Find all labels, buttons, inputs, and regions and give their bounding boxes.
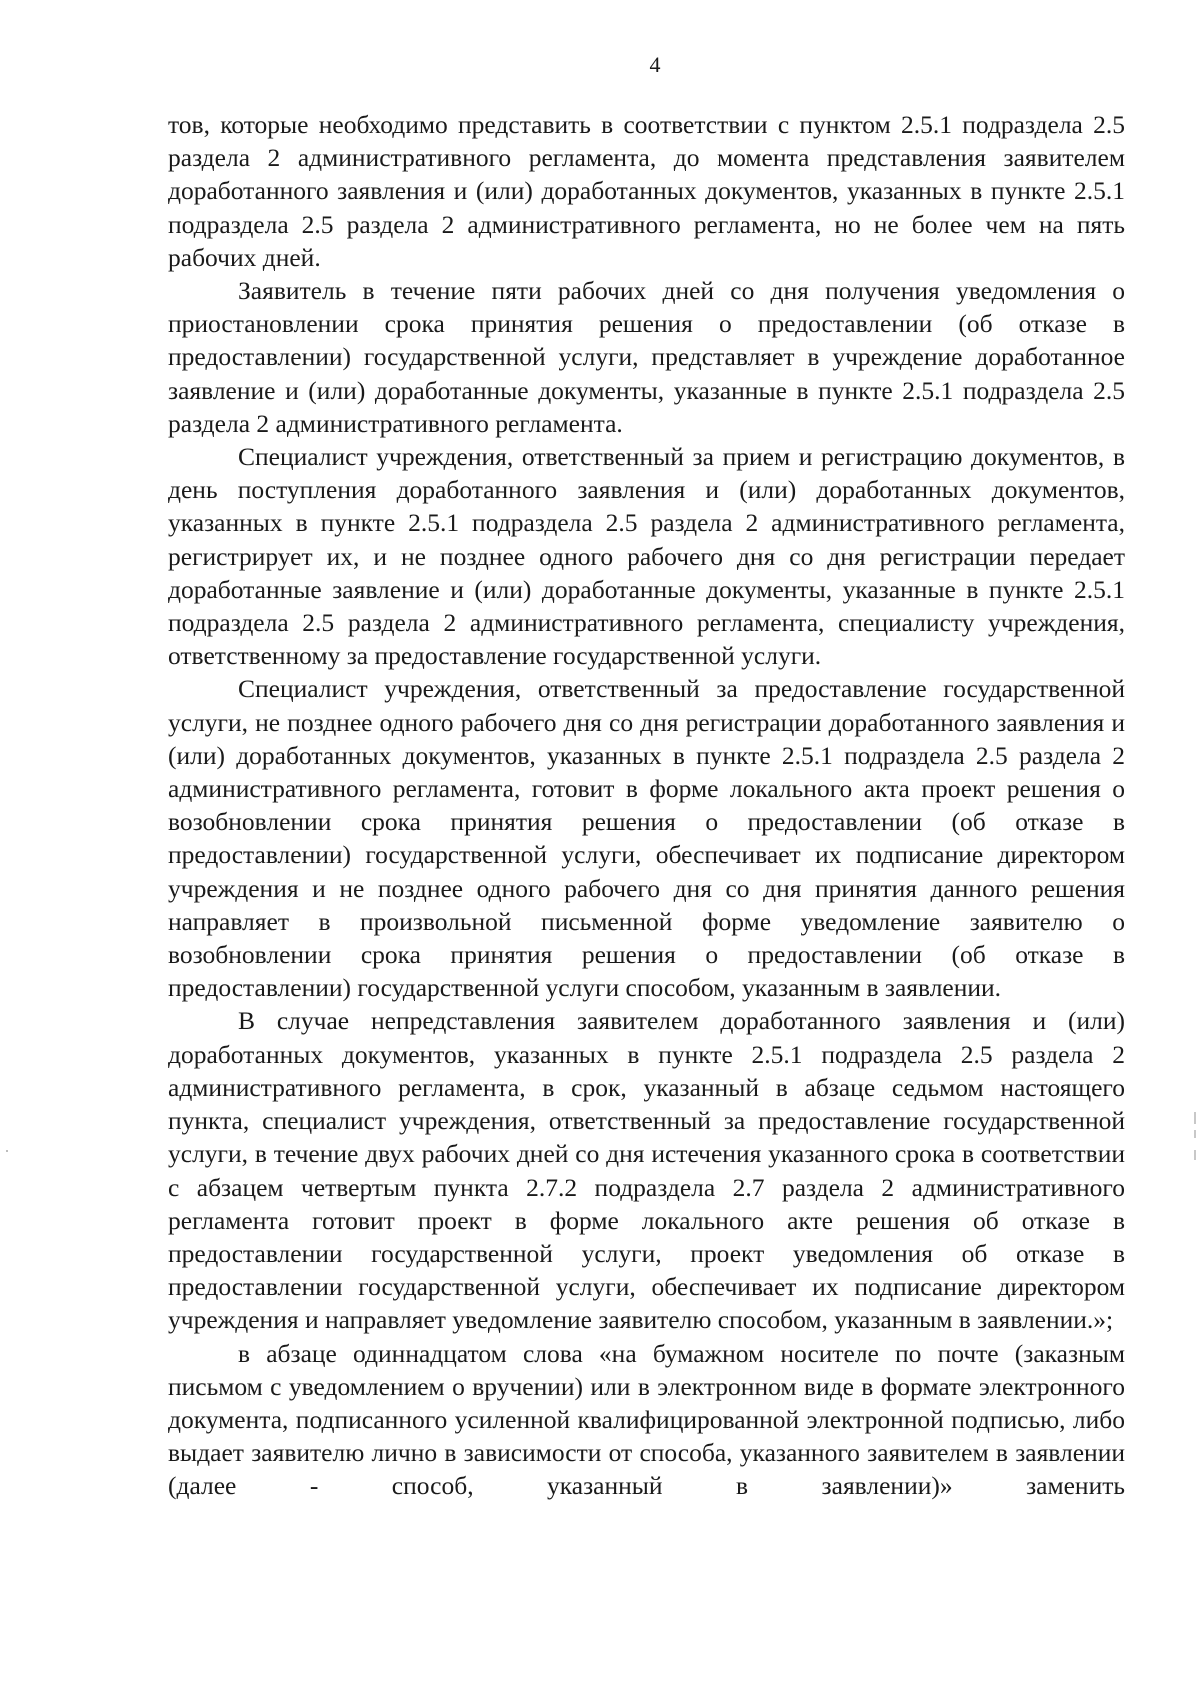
- paragraph-eleventh-abzac: в абзаце одиннадцатом слова «на бумажном носителе по почте (заказным письмом с уведомлением о вручении) или в электронном виде в формате электронного документа, подписанного усиленной квалифицированной электронной подписью, либо выдает заявителю лично в зависимости от способа, указанного заявителем в заявлении (далее - способ, указанный в заявлении)» заменить: [168, 1338, 1125, 1501]
- paragraph-non-submission-case: В случае непредставления заявителем доработанного заявления и (или) доработанных документов, указанных в пункте 2.5.1 подраздела 2.5 раздела 2 административного регламента, в срок, указанный в абзаце седьмом настоящего пункта, специалист учреждения, ответственный за предоставление государственной услуги, в течение двух рабочих дней со дня истечения указанного срока в соответствии с абзацем четвертым пункта 2.7.2 подраздела 2.7 раздела 2 административного регламента готовит проект в форме локального акте решения об отказе в предоставлении государственной услуги, проект уведомления об отказе в предоставлении государственной услуги, обеспечивает их подписание директором учреждения и направляет уведомление заявителю способом, указанным в заявлении.»;: [168, 1006, 1125, 1335]
- scan-artifact-mark: [1194, 1150, 1196, 1160]
- scan-artifact-dot: [6, 1150, 8, 1152]
- paragraph-registration-specialist: Специалист учреждения, ответственный за прием и регистрацию документов, в день поступления доработанного заявления и (или) доработанных документов, указанных в пункте 2.5.1 подраздела 2.5 раздела 2 административного регламента, регистрирует их, и не позднее одного рабочего дня со дня регистрации передает доработанные заявление и (или) доработанные документы, указанные в пункте 2.5.1 подраздела 2.5 раздела 2 административного регламента, специалисту учреждения, ответственному за предоставление государственной услуги.: [168, 442, 1125, 671]
- document-body: [168, 108, 1125, 1503]
- paragraph-applicant-submission: Заявитель в течение пяти рабочих дней со дня получения уведомления о приостановлении срока принятия решения о предоставлении (об отказе в предоставлении) государственной услуги, представляет в учреждение доработанное заявление и (или) доработанные документы, указанные в пункте 2.5.1 подраздела 2.5 раздела 2 административного регламента.: [168, 276, 1125, 438]
- page-number: 4: [649, 52, 661, 77]
- scan-artifact-mark: [1194, 1130, 1196, 1138]
- paragraph-service-specialist: Специалист учреждения, ответственный за предоставление государственной услуги, не позднее одного рабочего дня со дня регистрации доработанного заявления и (или) доработанных документов, указанных в пункте 2.5.1 подраздела 2.5 раздела 2 административного регламента, готовит в форме локального акта проект решения о возобновлении срока принятия решения о предоставлении (об отказе в предоставлении) государственной услуги, обеспечивает их подписание директором учреждения и не позднее одного рабочего дня со дня принятия данного решения направляет в произвольной письменной форме уведомление заявителю о возобновлении срока принятия решения о предоставлении (об отказе в предоставлении) государственной услуги способом, указанным в заявлении.: [168, 674, 1125, 1003]
- scan-artifact-mark: [1194, 1112, 1196, 1124]
- paragraph-continuation: тов, которые необходимо представить в соответствии с пунктом 2.5.1 подраздела 2.5 раздела 2 административного регламента, до момента представления заявителем доработанного заявления и (или) доработанных документов, указанных в пункте 2.5.1 подраздела 2.5 раздела 2 административного регламента, но не более чем на пять рабочих дней.: [168, 110, 1125, 272]
